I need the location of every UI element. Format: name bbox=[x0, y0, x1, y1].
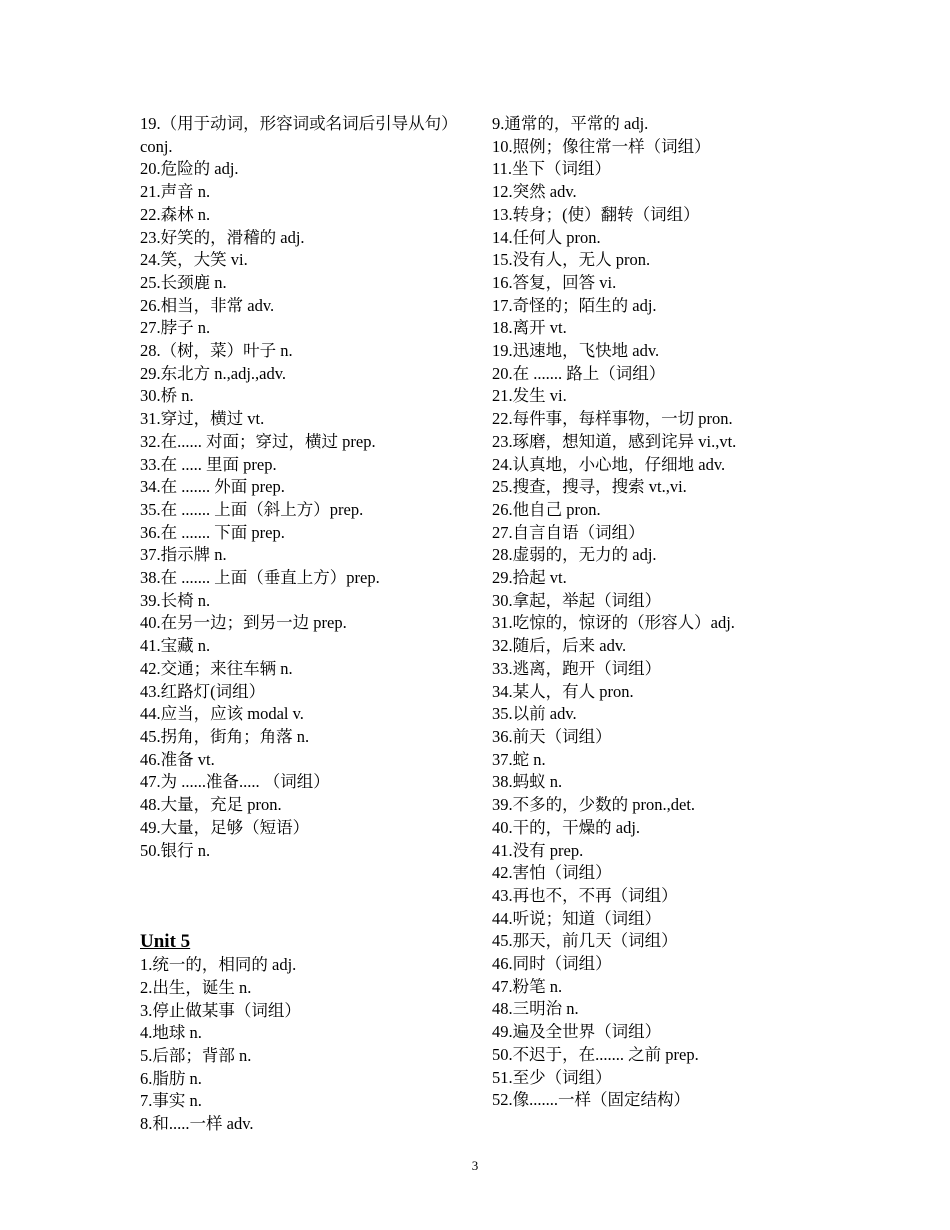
page-number: 3 bbox=[471, 1158, 479, 1173]
vocab-item: 51.至少（词组） bbox=[492, 1067, 612, 1087]
vocab-item: 17.奇怪的；陌生的 adj. bbox=[492, 295, 657, 315]
vocab-item: 26.他自己 pron. bbox=[492, 499, 601, 519]
vocab-item: 2.出生，诞生 n. bbox=[140, 977, 252, 997]
vocab-item: 44.听说；知道（词组） bbox=[492, 908, 662, 928]
vocab-item: 12.突然 adv. bbox=[492, 182, 577, 202]
vocab-item: 21.发生 vi. bbox=[492, 386, 567, 406]
vocab-item: 5.后部；背部 n. bbox=[140, 1046, 252, 1066]
vocab-item: 23.好笑的，滑稽的 adj. bbox=[140, 227, 305, 247]
vocab-item: 49.遍及全世界（词组） bbox=[492, 1022, 662, 1042]
vocab-item: 39.不多的，少数的 pron.,det. bbox=[492, 795, 696, 815]
vocab-item: 19.迅速地，飞快地 adv. bbox=[492, 341, 660, 361]
vocab-item: 18.离开 vt. bbox=[492, 318, 567, 338]
vocab-item: 41.没有 prep. bbox=[492, 840, 584, 860]
vocab-item: 27.脖子 n. bbox=[140, 318, 211, 338]
vocab-item: 11.坐下（词组） bbox=[492, 159, 612, 179]
vocab-item: 32.在...... 对面；穿过，横过 prep. bbox=[140, 431, 376, 451]
vocab-item: 14.任何人 pron. bbox=[492, 227, 601, 247]
vocab-list-left-top bbox=[140, 113, 470, 862]
vocab-item: 23.琢磨，想知道，感到诧异 vi.,vt. bbox=[492, 431, 737, 451]
vocab-item: 34.某人，有人 pron. bbox=[492, 681, 634, 701]
vocab-item: 20.在 ....... 路上（词组） bbox=[492, 363, 666, 383]
vocab-item: 42.害怕（词组） bbox=[492, 863, 612, 883]
vocab-item: 27.自言自语（词组） bbox=[492, 522, 645, 542]
vocab-item: 22.森林 n. bbox=[140, 204, 211, 224]
vocab-item: 8.和.....一样 adv. bbox=[140, 1114, 254, 1134]
vocab-item: 46.同时（词组） bbox=[492, 954, 612, 974]
vocab-item: 24.认真地，小心地，仔细地 adv. bbox=[492, 454, 726, 474]
unit-heading: Unit 5 bbox=[140, 931, 191, 953]
vocab-item: 7.事实 n. bbox=[140, 1091, 202, 1111]
vocab-item: 25.搜查，搜寻，搜索 vt.,vi. bbox=[492, 477, 687, 497]
vocab-item: 33.在 ..... 里面 prep. bbox=[140, 454, 277, 474]
vocab-item: 38.蚂蚁 n. bbox=[492, 772, 563, 792]
vocab-item: 52.像.......一样（固定结构） bbox=[492, 1090, 690, 1110]
vocab-item: 48.三明治 n. bbox=[492, 999, 579, 1019]
vocab-item: 10.照例；像往常一样（词组） bbox=[492, 136, 711, 156]
vocab-item: 30.桥 n. bbox=[140, 386, 194, 406]
vocab-item: 1.统一的，相同的 adj. bbox=[140, 955, 297, 975]
vocab-item: 31.吃惊的，惊讶的（形容人）adj. bbox=[492, 613, 735, 633]
vocab-item: 40.干的，干燥的 adj. bbox=[492, 817, 641, 837]
vocab-item: 41.宝藏 n. bbox=[140, 636, 211, 656]
vocab-item: 35.在 ....... 上面（斜上方）prep. bbox=[140, 499, 364, 519]
vocab-item: 29.拾起 vt. bbox=[492, 568, 567, 588]
vocab-item: 21.声音 n. bbox=[140, 182, 211, 202]
vocab-item: 44.应当，应该 modal v. bbox=[140, 704, 304, 724]
vocab-item: 42.交通；来往车辆 n. bbox=[140, 658, 293, 678]
vocab-item: 36.在 ....... 下面 prep. bbox=[140, 522, 285, 542]
vocab-item: 19.（用于动词，形容词或名词后引导从句）conj. bbox=[140, 114, 450, 156]
left-column bbox=[140, 113, 470, 1136]
vocab-item: 32.随后，后来 adv. bbox=[492, 636, 627, 656]
vocab-item: 37.指示牌 n. bbox=[140, 545, 227, 565]
vocab-item: 38.在 ....... 上面（垂直上方）prep. bbox=[140, 568, 380, 588]
vocab-list-unit5 bbox=[140, 954, 470, 1136]
vocab-item: 40.在另一边；到另一边 prep. bbox=[140, 613, 347, 633]
vocab-item: 46.准备 vt. bbox=[140, 749, 215, 769]
vocab-item: 20.危险的 adj. bbox=[140, 159, 239, 179]
vocab-item: 45.拐角，街角；角落 n. bbox=[140, 726, 310, 746]
vocab-item: 36.前天（词组） bbox=[492, 726, 612, 746]
vocab-item: 31.穿过，横过 vt. bbox=[140, 409, 265, 429]
vocab-item: 16.答复，回答 vi. bbox=[492, 272, 617, 292]
vocab-item: 43.再也不，不再（词组） bbox=[492, 885, 678, 905]
vocab-item: 47.为 ......准备..... （词组） bbox=[140, 772, 330, 792]
vocab-item: 22.每件事，每样事物，一切 pron. bbox=[492, 409, 733, 429]
vocab-item: 29.东北方 n.,adj.,adv. bbox=[140, 363, 287, 383]
vocab-item: 50.不迟于，在....... 之前 prep. bbox=[492, 1044, 699, 1064]
vocab-item: 37.蛇 n. bbox=[492, 749, 546, 769]
vocab-item: 4.地球 n. bbox=[140, 1023, 202, 1043]
vocab-item: 26.相当，非常 adv. bbox=[140, 295, 275, 315]
vocab-item: 25.长颈鹿 n. bbox=[140, 272, 227, 292]
vocab-item: 43.红路灯(词组） bbox=[140, 681, 266, 701]
vocab-item: 13.转身；(使）翻转（词组） bbox=[492, 204, 700, 224]
vocab-item: 6.脂肪 n. bbox=[140, 1068, 202, 1088]
vocab-item: 3.停止做某事（词组） bbox=[140, 1000, 301, 1020]
vocab-item: 49.大量，足够（短语） bbox=[140, 817, 310, 837]
vocab-item: 28.（树，菜）叶子 n. bbox=[140, 341, 293, 361]
vocab-item: 35.以前 adv. bbox=[492, 704, 577, 724]
vocab-item: 30.拿起，举起（词组） bbox=[492, 590, 662, 610]
vocab-item: 28.虚弱的，无力的 adj. bbox=[492, 545, 657, 565]
right-column bbox=[492, 113, 822, 1112]
vocab-item: 48.大量，充足 pron. bbox=[140, 795, 282, 815]
vocab-item: 39.长椅 n. bbox=[140, 590, 211, 610]
vocab-item: 15.没有人，无人 pron. bbox=[492, 250, 651, 270]
vocab-item: 45.那天，前几天（词组） bbox=[492, 931, 678, 951]
section-gap bbox=[140, 862, 470, 930]
vocab-list-right bbox=[492, 113, 822, 1112]
vocab-item: 47.粉笔 n. bbox=[492, 976, 563, 996]
vocab-item: 9.通常的，平常的 adj. bbox=[492, 114, 649, 133]
vocab-item: 24.笑，大笑 vi. bbox=[140, 250, 248, 270]
vocab-item: 33.逃离，跑开（词组） bbox=[492, 658, 662, 678]
vocab-item: 50.银行 n. bbox=[140, 840, 211, 860]
vocab-item: 34.在 ....... 外面 prep. bbox=[140, 477, 285, 497]
